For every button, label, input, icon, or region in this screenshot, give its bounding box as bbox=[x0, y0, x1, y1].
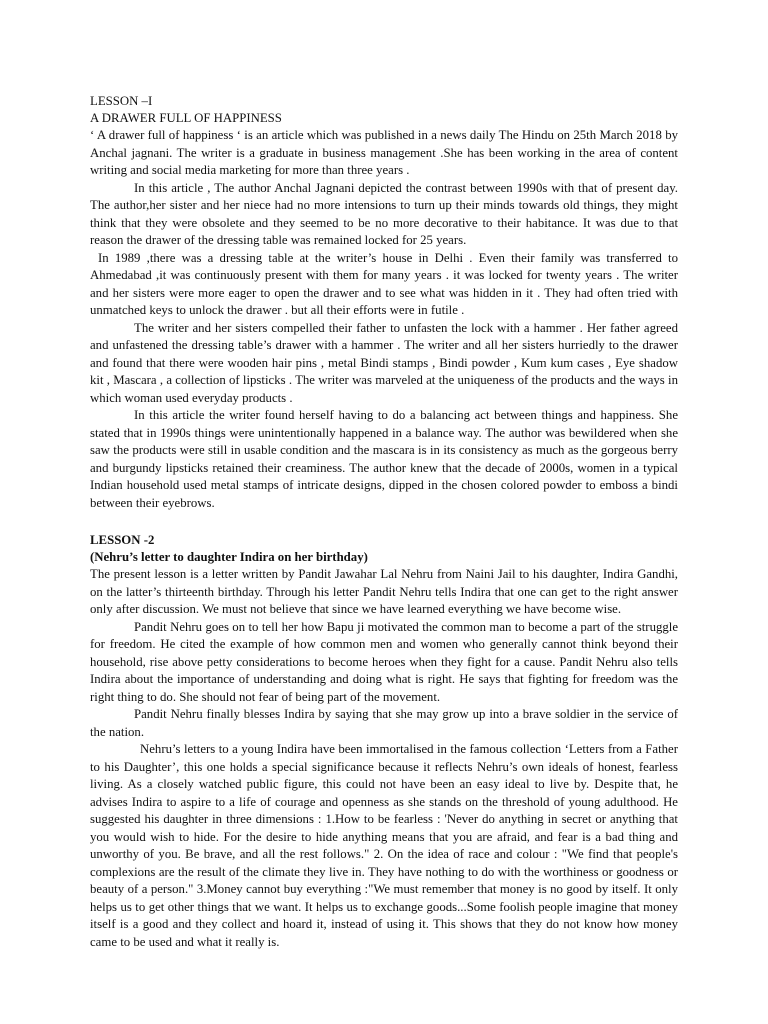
lesson1-paragraph-5: In this article the writer found herself having to do a balancing act between things and happiness. She stated that in 1990s things were unintentionally happened in a balance way. The author was bewildered when she saw the products were still in usable condition and the mascara is in its consistency as much as the gorgeous berry and burgundy lipsticks retained their creaminess. The author knew that the decade of 2000s, women in a typical Indian household used metal stamps of intricate designs, dipped in the chosen colored powder to emboss a bindi between their eyebrows. bbox=[90, 408, 678, 510]
lesson1-paragraph-1: ‘ A drawer full of happiness ‘ is an article which was published in a news daily The Hindu on 25th March 2018 by Anchal jagnani. The writer is a graduate in business management .She has been working in the area of content writing and social media marketing for more than three years . bbox=[90, 128, 678, 177]
lesson2-paragraph-3: Pandit Nehru finally blesses Indira by saying that she may grow up into a brave soldier in the service of the nation. bbox=[90, 707, 678, 739]
lesson1-heading: LESSON –I bbox=[90, 94, 153, 108]
lesson2-paragraph-2: Pandit Nehru goes on to tell her how Bapu ji motivated the common man to become a part of the struggle for freedom. He cited the example of how common men and women who generally cannot think beyond their household, rise above petty considerations to become heroes when they fight for a cause. Pandit Nehru also tells Indira about the importance of understanding and doing what is right. He says that fighting for freedom was the right thing to do. She should not fear of being part of the movement. bbox=[90, 619, 678, 704]
lesson1-paragraph-2: In this article , The author Anchal Jagnani depicted the contrast between 1990s with that of present day. The author,her sister and her niece had no more intensions to turn up their minds towards old things, they might think that they were obsolete and they seemed to be no more decorative to their habitance. It was due to that reason the drawer of the dressing table was remained locked for 25 years. bbox=[90, 180, 678, 247]
lesson1-paragraph-3: In 1989 ,there was a dressing table at the writer’s house in Delhi . Even their family was transferred to Ahmedabad ,it was continuously present with them for many years . it was locked for twenty years . The writer and her sisters were more eager to open the drawer and to see what was hidden in it . They had often tried with unmatched keys to unlock the drawer . but all their efforts were in futile . bbox=[90, 250, 678, 317]
lesson2-paragraph-4: Nehru’s letters to a young Indira have been immortalised in the famous collection ‘Letters from a Father to his Daughter’, this one holds a special significance because it reflects Nehru’s own ideals of honest, fearless living. As a closely watched public figure, this could not have been an easy ideal to live by. Despite that, he advises Indira to aspire to a life of courage and openness as she stands on the threshold of young adulthood. He suggested his daughter in three dimensions : 1.How to be fearless : 'Never do anything in secret or anything that you would wish to hide. For the desire to hide anything means that you are afraid, and fear is a bad thing and unworthy of you. Be brave, and all the rest follows." 2. On the idea of race and colour : "We find that people's complexions are the result of the climate they live in. They have nothing to do with the worthiness or goodness or beauty of a person." 3.Money cannot buy everything :"We must remember that money is no good by itself. It only helps us to get other things that we want. It helps us to exchange goods...Some foolish people imagine that money itself is a good and they collect and hoard it, instead of using it. This shows that they do not know how money came to be used and what it really is. bbox=[90, 742, 678, 949]
lesson2-subtitle: (Nehru’s letter to daughter Indira on her birthday) bbox=[90, 550, 368, 564]
lesson1-paragraph-4: The writer and her sisters compelled their father to unfasten the lock with a hammer . Her father agreed and unfastened the dressing table’s drawer with a hammer . The writer and all her sisters hurriedly to the drawer and found that there were wooden hair pins , metal Bindi stamps , Bindi powder , Kum kum cases , Eye shadow kit , Mascara , a collection of lipsticks . The writer was marveled at the uniqueness of the products and the ways in which woman used everyday products . bbox=[90, 320, 678, 405]
section-spacer bbox=[90, 512, 678, 532]
lesson2-heading: LESSON -2 bbox=[90, 533, 155, 547]
lesson1-title: A DRAWER FULL OF HAPPINESS bbox=[90, 111, 282, 125]
document-body bbox=[90, 93, 678, 951]
lesson2-paragraph-1: The present lesson is a letter written by Pandit Jawahar Lal Nehru from Naini Jail to his daughter, Indira Gandhi, on the latter’s thirteenth birthday. Through his letter Pandit Nehru tells Indira that one can get to the right answer only after discussion. We must not believe that since we have learned everything we have become wise. bbox=[90, 567, 678, 616]
